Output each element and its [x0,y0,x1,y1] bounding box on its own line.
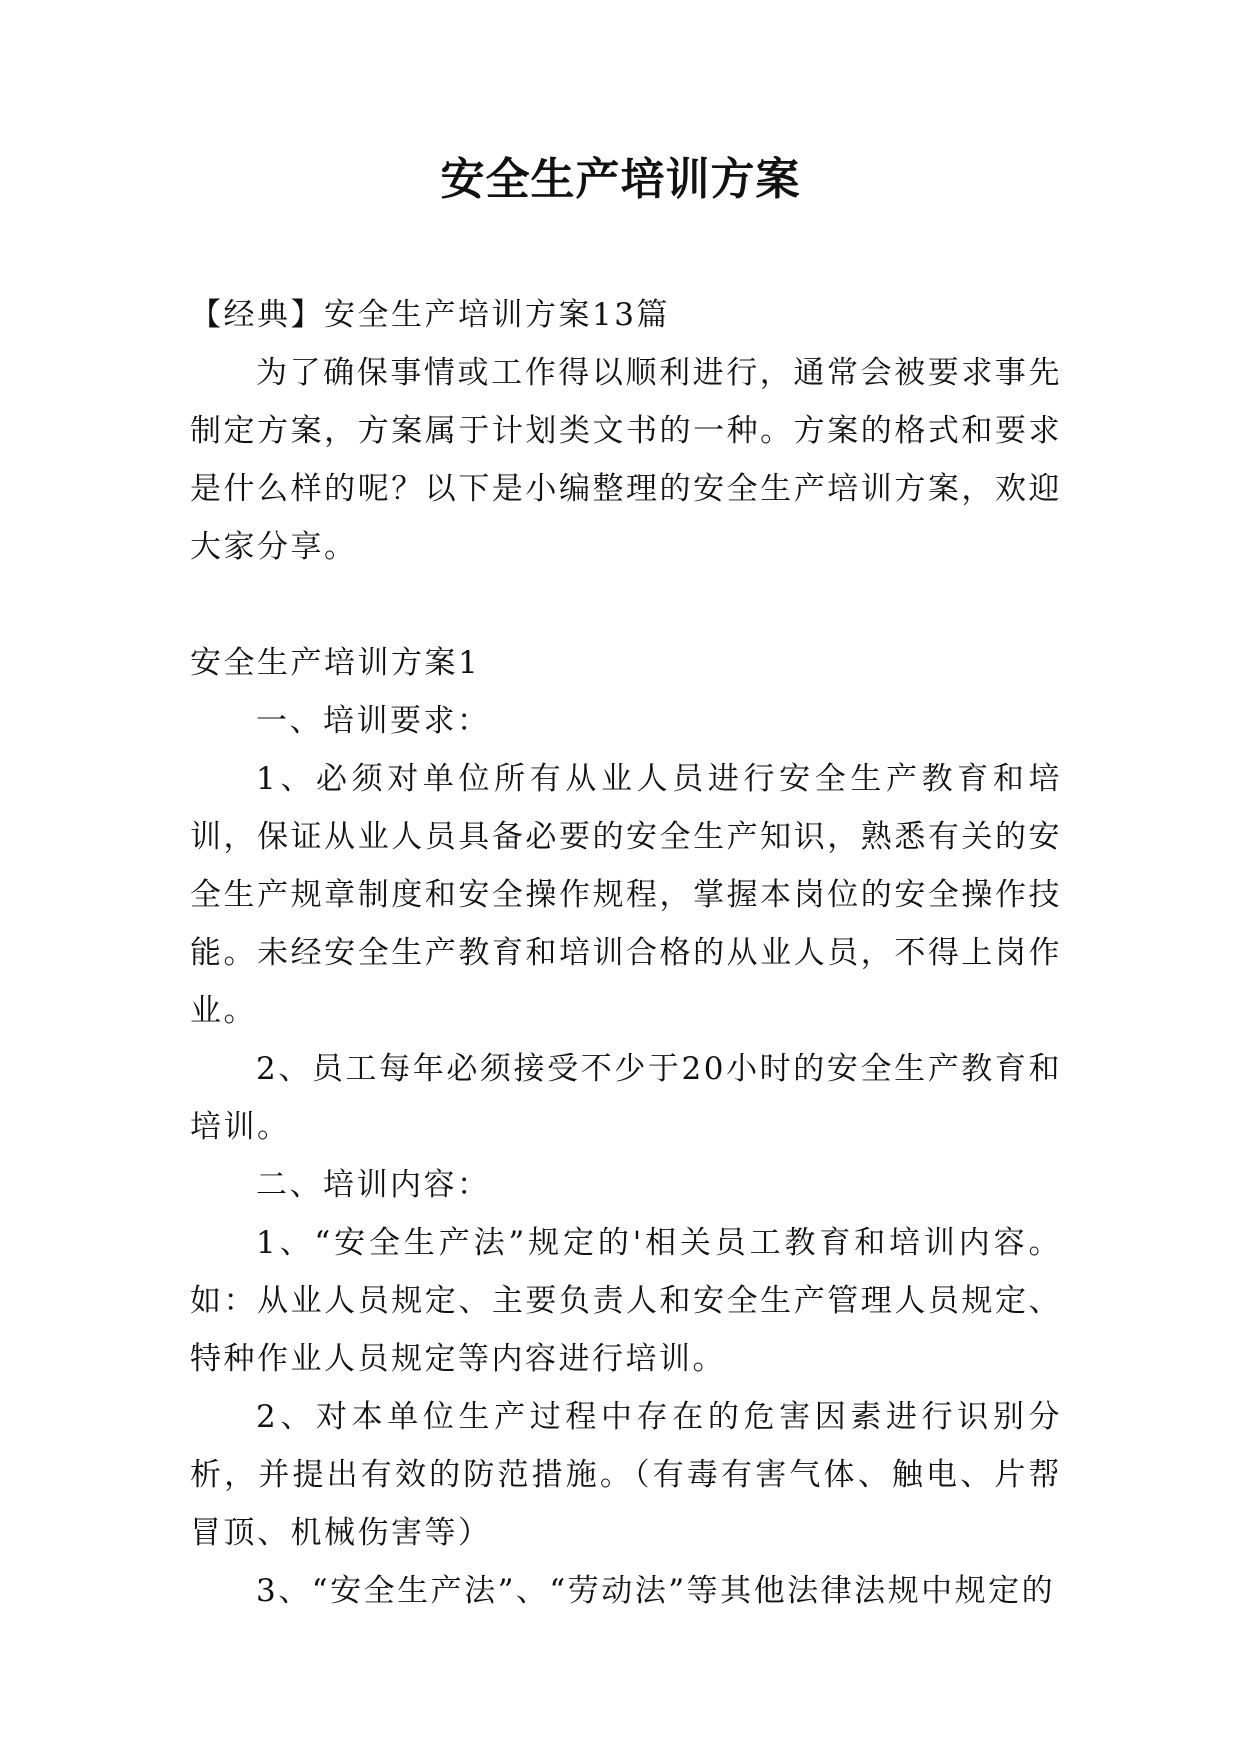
document-subtitle: 【经典】安全生产培训方案13篇 [190,297,670,333]
paragraph: 一、培训要求： [256,703,491,739]
intro-paragraph: 为了确保事情或工作得以顺利进行，通常会被要求事先制定方案，方案属于计划类文书的一种。方案的格式和要求是什么样的呢？以下是小编整理的安全生产培训方案，欢迎大家分享。 [190,355,1062,565]
page-title: 安全生产培训方案 [440,154,801,205]
paragraph: 2、员工每年必须接受不少于20小时的安全生产教育和培训。 [190,1051,1062,1145]
paragraph: 3、“安全生产法”、“劳动法”等其他法律法规中规定的 [256,1573,1056,1609]
paragraph: 1、必须对单位所有从业人员进行安全生产教育和培训，保证从业人员具备必要的安全生产知识，熟悉有关的安全生产规章制度和安全操作规程，掌握本岗位的安全操作技能。未经安全生产教育和培训合格的从业人员，不得上岗作业。 [190,761,1062,1029]
paragraph: 二、培训内容： [256,1167,491,1203]
document-body [190,286,1062,1620]
paragraph: 1、“安全生产法”规定的'相关员工教育和培训内容。如：从业人员规定、主要负责人和安全生产管理人员规定、特种作业人员规定等内容进行培训。 [190,1225,1062,1377]
section-heading: 安全生产培训方案1 [190,645,481,681]
paragraph: 2、对本单位生产过程中存在的危害因素进行识别分析，并提出有效的防范措施。（有毒有害气体、触电、片帮冒顶、机械伤害等） [190,1399,1062,1551]
